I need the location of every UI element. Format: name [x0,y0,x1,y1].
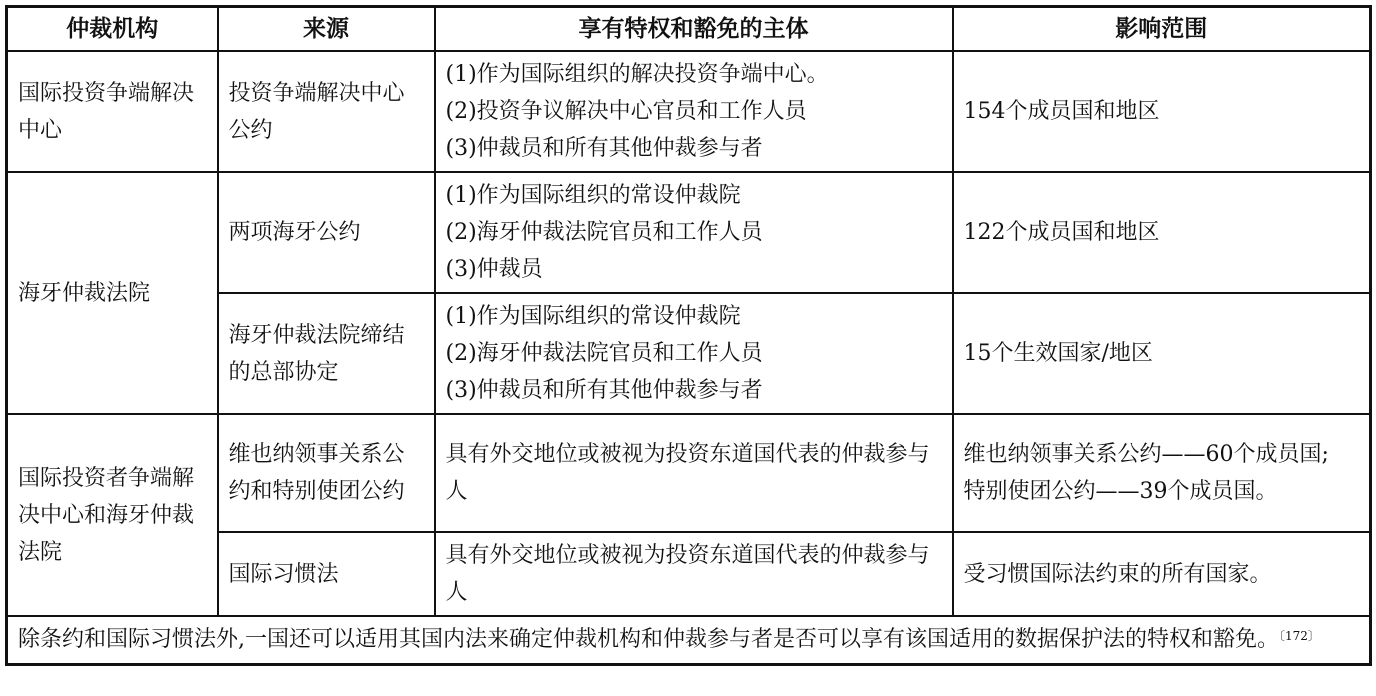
institution-cell: 国际投资者争端解决中心和海牙仲裁法院 [7,414,218,616]
subjects-cell: 具有外交地位或被视为投资东道国代表的仲裁参与人 [435,414,953,532]
scope-cell: 122个成员国和地区 [953,172,1371,293]
table-row [7,51,1371,172]
subject-line: (3)仲裁员和所有其他仲裁参与者 [445,378,763,403]
institution-cell: 国际投资争端解决中心 [7,51,218,172]
subject-line: (1)作为国际组织的解决投资争端中心。 [445,62,829,87]
scope-cell: 15个生效国家/地区 [953,293,1371,414]
subject-line: (2)海牙仲裁法院官员和工作人员 [445,341,763,366]
subject-line: (2)投资争议解决中心官员和工作人员 [445,99,807,124]
institution-cell: 海牙仲裁法院 [7,172,218,414]
subjects-cell [435,172,953,293]
scope-cell: 受习惯国际法约束的所有国家。 [953,532,1371,616]
source-cell: 海牙仲裁法院缔结的总部协定 [218,293,435,414]
subjects-cell [435,51,953,172]
subject-line: (1)作为国际组织的常设仲裁院 [445,304,741,329]
header-source: 来源 [218,7,435,52]
header-institution: 仲裁机构 [7,7,218,52]
source-cell: 国际习惯法 [218,532,435,616]
table-row [7,172,1371,293]
header-scope: 影响范围 [953,7,1371,52]
scope-line: 维也纳领事关系公约——60个成员国; [963,442,1329,467]
note-cell [7,616,1371,665]
source-cell: 投资争端解决中心公约 [218,51,435,172]
source-cell: 两项海牙公约 [218,172,435,293]
table-container [5,5,1372,666]
scope-line: 特别使团公约——39个成员国。 [963,479,1278,504]
table-row [7,414,1371,532]
privileges-immunities-table [5,5,1372,666]
note-text: 除条约和国际习惯法外,一国还可以适用其国内法来确定仲裁机构和仲裁参与者是否可以享有该国适用的数据保护法的特权和豁免。 [18,627,1279,652]
subject-line: (2)海牙仲裁法院官员和工作人员 [445,220,763,245]
source-cell: 维也纳领事关系公约和特别使团公约 [218,414,435,532]
footnote-ref: 〔172〕 [1279,629,1320,643]
subject-line: (3)仲裁员 [445,257,543,282]
scope-cell [953,414,1371,532]
header-subjects: 享有特权和豁免的主体 [435,7,953,52]
subject-line: (1)作为国际组织的常设仲裁院 [445,183,741,208]
subject-line: (3)仲裁员和所有其他仲裁参与者 [445,136,763,161]
scope-cell: 154个成员国和地区 [953,51,1371,172]
note-row [7,616,1371,665]
table-header-row [7,7,1371,52]
subjects-cell [435,293,953,414]
subjects-cell: 具有外交地位或被视为投资东道国代表的仲裁参与人 [435,532,953,616]
